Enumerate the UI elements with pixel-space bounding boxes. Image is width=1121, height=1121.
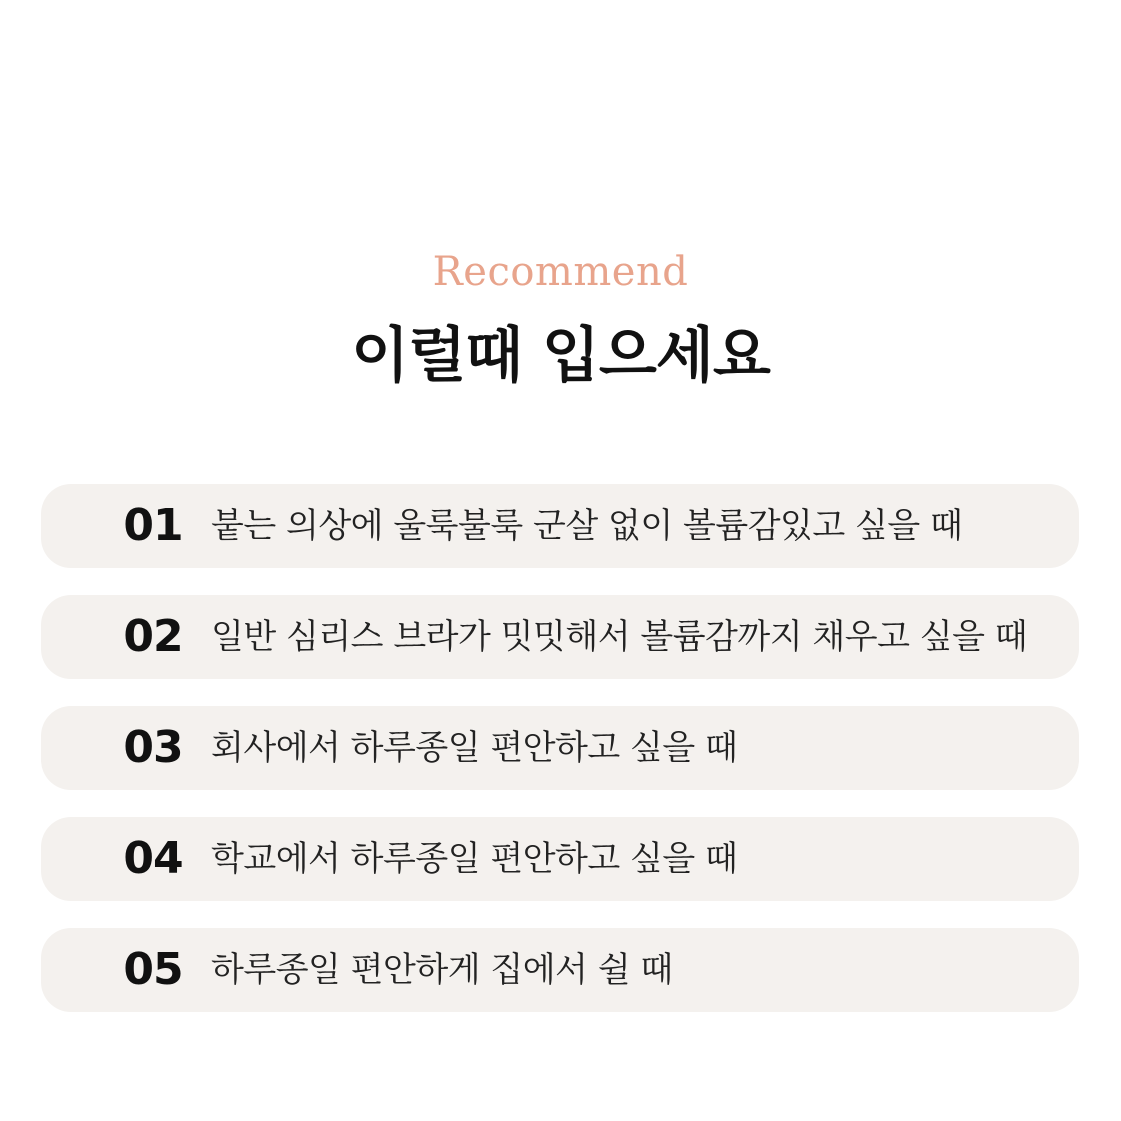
list-item [41,484,1079,568]
item-number: 02 [123,611,183,662]
item-text: 붙는 의상에 울룩불룩 군살 없이 볼륨감있고 싶을 때 [211,506,963,546]
item-number: 04 [123,833,183,884]
item-text: 하루종일 편안하게 집에서 쉴 때 [211,950,673,990]
item-text: 일반 심리스 브라가 밋밋해서 볼륨감까지 채우고 싶을 때 [211,617,1028,657]
list-item [41,817,1079,901]
section-eyebrow: Recommend [432,249,689,295]
item-number: 03 [123,722,183,773]
list-item [41,595,1079,679]
list-item [41,928,1079,1012]
section-title: 이럴때 입으세요 [351,321,770,391]
recommendation-list [41,484,1079,1039]
item-number: 05 [123,944,183,995]
item-text: 회사에서 하루종일 편안하고 싶을 때 [211,728,738,768]
item-number: 01 [123,500,183,551]
list-item [41,706,1079,790]
item-text: 학교에서 하루종일 편안하고 싶을 때 [211,839,738,879]
